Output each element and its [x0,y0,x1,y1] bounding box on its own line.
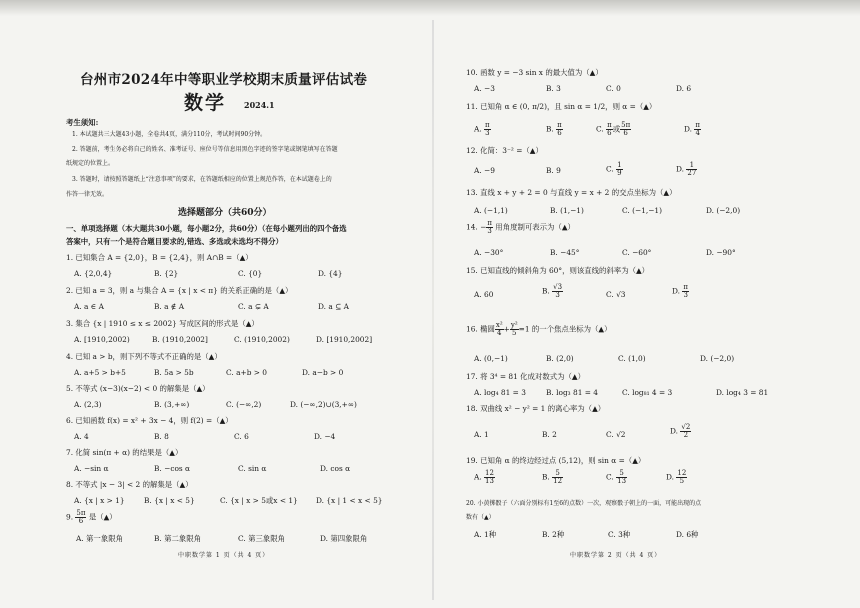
option-a: A. $\frac{\pi}{3}$ [474,121,490,137]
option-a: A. 4 [74,432,89,441]
option-a: A. −3 [474,84,495,93]
option-d: D. $\frac{1}{27}$ [676,161,697,177]
option-c: C. −60° [622,248,652,257]
option-d: D. $\frac{\pi}{4}$ [684,121,700,137]
fraction: $\frac{12}{5}$ [677,469,687,485]
option-d: D. −4 [314,432,336,441]
option-d: D. (−∞,2)∪(3,+∞) [290,400,357,409]
question-stem: 5. 不等式 (x−3)(x−2) < 0 的解集是（▲） [66,384,210,393]
option-b: B. (3,+∞) [154,400,190,409]
option-a: A. (2,3) [74,400,102,409]
option-a: A. 60 [474,290,494,299]
question-stem: 15. 已知直线的倾斜角为 60°，则该直线的斜率为（▲） [466,266,650,275]
option-d: D. cos α [320,464,351,473]
note-line-5: 作答一律无效。 [66,191,109,198]
option-b: B. $\frac{\pi}{6}$ [546,121,562,137]
option-c: C. $\frac{1}{9}$ [606,161,622,177]
option-a: A. [1910,2002) [74,335,130,344]
option-a: A. −30° [474,248,504,257]
question-stem: 18. 双曲线 x² − y² = 1 的离心率为（▲） [466,404,606,413]
exam-date: 2024.1 [244,100,275,110]
exam-subject: 数学 [184,92,227,114]
option-b: B. 5a > 5b [154,368,194,377]
option-a: A. 1种 [474,530,497,539]
note-line-3: 纸规定的位置上。 [66,160,115,167]
option-b: B. $\frac{5}{12}$ [542,469,563,485]
fraction: $\frac{\pi}{3}$ [487,219,492,235]
option-b: B. 9 [546,166,561,175]
question-stem-cont: 数有（▲） [466,514,495,521]
option-d: D. {4} [318,269,343,278]
note-line-4: 3. 答题时，请按照答题纸上“注意事项”的要求，在答题纸相应的位置上规范作答，在本试题卷上的 [72,176,332,183]
option-b: B. 8 [154,432,169,441]
option-c: C. {x | x > 5或x < 1} [220,496,298,505]
fraction: $\frac{1}{9}$ [617,161,622,177]
fraction: $\frac{\text{y²}}{5}$ [510,321,518,337]
note-line-2: 2. 答题前，考生务必将自己的姓名、准考证号、座位号等信息用黑色字迹的签字笔或钢笔填写在答题 [72,146,338,153]
page-footer: 中职数学第 1 页（共 4 页） [178,552,270,559]
section-heading-2: 答案中，只有一个是符合题目要求的,错选、多选或未选均不得分） [66,237,283,246]
option-d: D. 6 [676,84,692,93]
option-c: C. √3 [606,290,626,299]
fraction: $\frac{\pi}{3}$ [485,121,490,137]
option-d: D. a ⊆ A [318,302,349,311]
option-b: B. {x | x < 5} [144,496,195,505]
option-c: C. 0 [606,84,621,93]
section-heading: 一、单项选择题（本大题共30小题，每小题2分，共60分）（在每小题列出的四个备选 [66,224,347,233]
option-c: C. √2 [606,430,626,439]
notes-heading: 考生须知: [66,118,99,127]
fraction: $\frac{12}{13}$ [485,469,494,485]
question-text: 是（▲） [88,512,117,522]
question-stem: 8. 不等式 |x − 3| < 2 的解集是（▲） [66,480,193,489]
option-a: A. a+5 > b+5 [74,368,126,377]
option-b: B. (2,0) [546,354,574,363]
question-stem: 19. 已知角 α 的终边经过点 (5,12)，则 sin α =（▲） [466,456,646,465]
option-d: D. 第四象限角 [320,534,368,543]
option-b: B. (1,−1) [550,206,584,215]
fraction: $\frac{5\pi}{6}$ [621,121,631,137]
option-d: D. {x | 1 < x < 5} [316,496,383,505]
question-number: 9. [66,512,74,522]
question-stem: 11. 已知角 α ∈ (0, π/2)，且 sin α = 1/2，则 α =（▲） [466,102,657,111]
option-a: A. {x | x > 1} [74,496,125,505]
option-a: A. log₄ 81 = 3 [474,388,526,397]
option-d: D. −90° [706,248,736,257]
option-c: C. (−∞,2) [226,400,262,409]
question-stem: 17. 将 3⁴ = 81 化成对数式为（▲） [466,372,585,381]
option-d: D. (−2,0) [706,206,741,215]
option-d: D. 6种 [676,530,699,539]
option-c: C. 3种 [608,530,631,539]
question-stem: 4. 已知 a > b，则下列不等式不正确的是（▲） [66,352,222,361]
option-d: D. $\frac{12}{5}$ [666,469,687,485]
option-c: C. (1,0) [618,354,646,363]
option-b: B. 第二象限角 [154,534,202,543]
option-c: C. (−1,−1) [622,206,662,215]
option-a: A. −sin α [74,464,109,473]
question-stem: 2. 已知 a = 3，则 a 与集合 A = {x | x < π} 的关系正确的是（▲） [66,286,293,295]
option-a: A. {2,0,4} [74,269,113,278]
exam-title: 台州市2024年中等职业学校期末质量评估试卷 [80,72,368,88]
fraction: $\frac{5}{12}$ [553,469,563,485]
question-stem: 1. 已知集合 A = {2,0}，B = {2,4}，则 A∩B =（▲） [66,253,253,262]
option-c: C. log₈₁ 4 = 3 [622,388,673,397]
option-b: B. 3 [546,84,561,93]
option-b: B. 2 [542,430,557,439]
fraction-numerator: 5π [76,509,86,517]
option-c: C. {0} [238,269,263,278]
fraction-denominator: 6 [78,517,84,525]
option-d: D. [1910,2002] [316,335,373,344]
option-a: A. (0,−1) [474,354,508,363]
note-line-1: 1. 本试题共三大题43小题，全卷共4页，满分110分，考试时间90分钟。 [72,131,267,138]
option-d: D. $\frac{\pi}{3}$ [672,283,688,299]
page-footer: 中职数学第 2 页（共 4 页） [570,552,662,559]
fraction: $\frac{1}{27}$ [687,161,697,177]
option-a: A. a ∈ A [74,302,104,311]
option-c: C. sin α [238,464,267,473]
option-b: B. a ∉ A [154,302,185,311]
question-stem: 7. 化简 sin(π + α) 的结果是（▲） [66,448,183,457]
question-16-stem: 16. 椭圆 $\frac{\text{x²}}{4}$ + $\frac{\text{y²}}{5}$ =1 的一个焦点坐标为（▲） [466,321,612,337]
option-c: C. a+b > 0 [226,368,268,377]
option-c: C. 6 [234,432,249,441]
fraction: $\frac{5}{13}$ [617,469,627,485]
option-d: D. $\frac{√2}{2}$ [670,423,691,439]
option-a: A. (−1,1) [474,206,508,215]
fraction: $\frac{\text{x²}}{4}$ [495,321,503,337]
question-stem: 20. 小黄掷骰子（六面分别标有1至6的点数）一次，观察骰子朝上的一面，可能出现的点 [466,500,702,507]
option-a: A. −9 [474,166,495,175]
page-fold [432,20,434,600]
right-page [466,0,816,608]
fraction: $\frac{\pi}{4}$ [695,121,700,137]
question-stem: 12. 化简：3⁻² =（▲） [466,146,543,155]
option-d: D. (−2,0) [700,354,735,363]
option-c: C. $\frac{\pi}{6}$ 或 $\frac{5\pi}{6}$ [596,121,631,137]
option-b: B. log₃ 81 = 4 [546,388,598,397]
option-b: B. $\frac{√3}{3}$ [542,283,563,299]
option-c: C. a ⊊ A [238,302,269,311]
question-stem: 6. 已知函数 f(x) = x² + 3x − 4，则 f(2) =（▲） [66,416,233,425]
fraction [75,510,86,525]
option-b: B. −45° [550,248,580,257]
part-title: 选择题部分（共60分） [178,208,272,218]
question-9-stem [66,510,117,525]
option-b: B. {2} [154,269,179,278]
option-b: B. (1910,2002] [152,335,208,344]
fraction: $\frac{\pi}{6}$ [557,121,562,137]
fraction: $\frac{√2}{2}$ [681,423,691,439]
question-14-stem: 14. − $\frac{\pi}{3}$ 用角度制可表示为（▲） [466,219,575,235]
option-a: A. 1 [474,430,489,439]
option-b: B. 2种 [542,530,565,539]
fraction: $\frac{\pi}{3}$ [683,283,688,299]
option-a: A. $\frac{12}{13}$ [474,469,494,485]
question-stem: 3. 集合 {x | 1910 ≤ x ≤ 2002} 写成区间的形式是（▲） [66,319,259,328]
option-c: C. (1910,2002) [234,335,290,344]
fraction: $\frac{\pi}{6}$ [607,121,612,137]
option-c: C. $\frac{5}{13}$ [606,469,627,485]
option-d: D. log₄ 3 = 81 [716,388,769,397]
question-stem: 13. 直线 x + y + 2 = 0 与直线 y = x + 2 的交点坐标为（▲） [466,188,677,197]
left-page [66,0,396,608]
option-b: B. −cos α [154,464,191,473]
option-a: A. 第一象限角 [76,534,123,543]
option-d: D. a−b > 0 [302,368,344,377]
question-stem: 10. 函数 y = −3 sin x 的最大值为（▲） [466,68,603,77]
option-c: C. 第三象限角 [238,534,286,543]
fraction: $\frac{√3}{3}$ [553,283,563,299]
